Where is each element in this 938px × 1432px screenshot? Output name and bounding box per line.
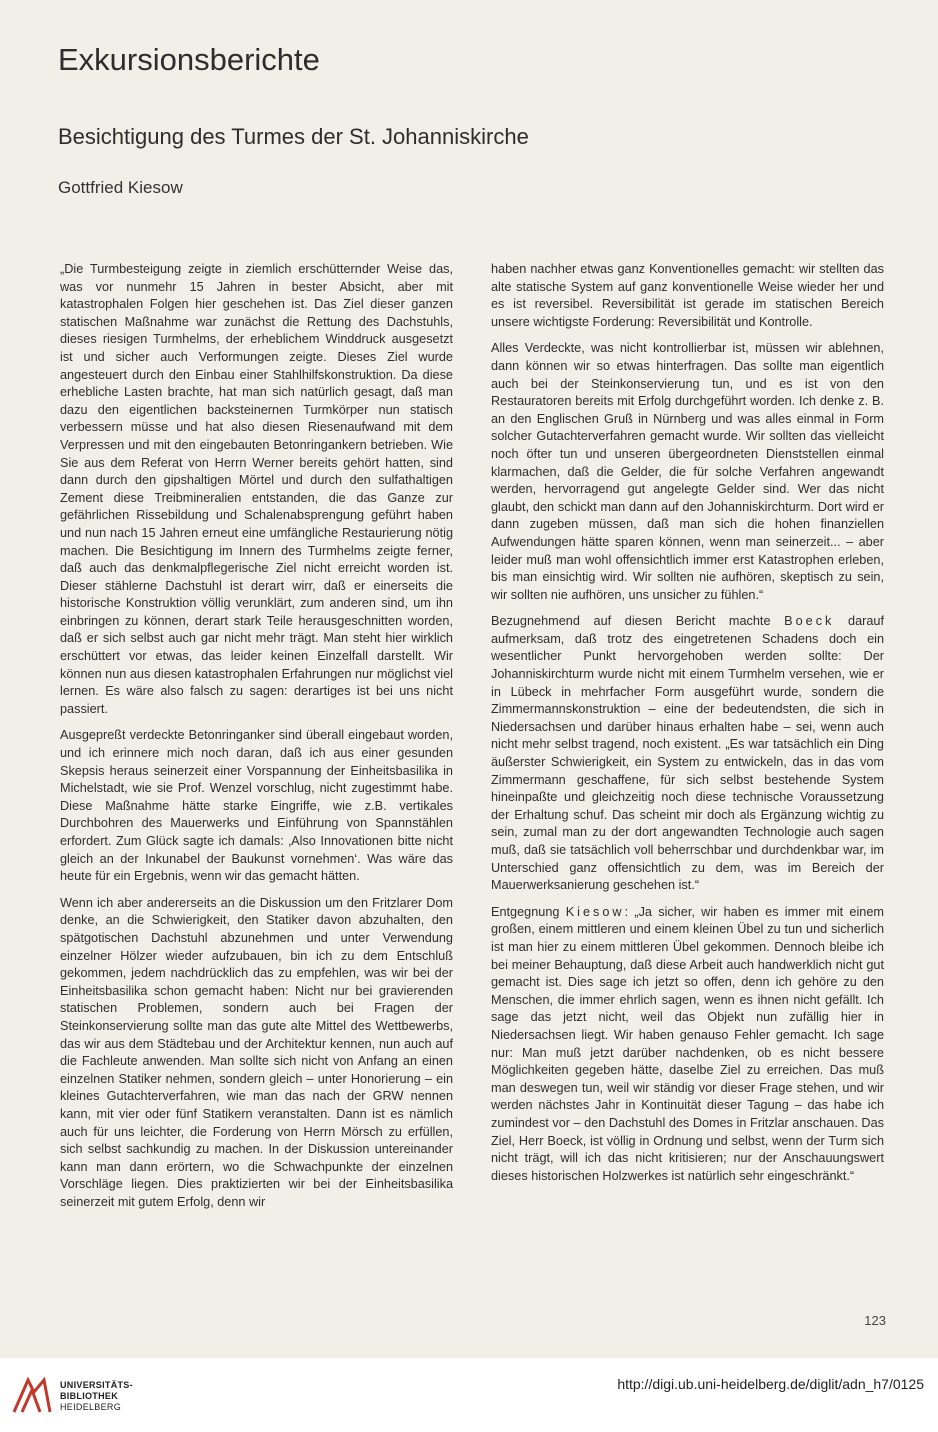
footer-bar [0,1358,938,1432]
right-column [491,261,884,1194]
left-column [60,261,453,1220]
paragraph [491,613,884,895]
speaker-name: Kiesow [565,904,625,919]
paragraph: haben nachher etwas ganz Konventionelles gemacht: wir stellten das alte statische System auf ganz konventionelle Weise wieder her und es ist reversibel. Reversibilität ist gerade im statischen Bereich unsere wichtigste Forderung: Reversibilität und Kontrolle. [491,262,884,329]
page-number: 123 [864,1313,886,1328]
paragraph-text: : „Ja sicher, wir haben es immer mit einem großen, einem mittleren und einem kleinen Übel zu tun und sicherlich ist man hier zu einem mittleren Übel gekommen. Dennoch bleibe ich bei meiner Behauptung, daß diese Arbeit auch handwerklich nicht gut gemacht ist. Dies sage ich jetzt so offen, denn ich gehöre zu den Menschen, die immer ehrlich sagen, wenn es ihnen nicht gefällt. Ich sage das jetzt nicht, weil das Objekt nun zufällig hier in Niedersachsen liegt. Wir haben genauso Fehler gemacht. Ich sage nur: Man muß jetzt darüber nachdenken, ob es nicht bessere Möglichkeiten gegeben hätte, daselbe Ziel zu erreichen. Das muß man deswegen tun, weil wir ständig vor dieser Frage stehen, und wir werden nächstes Jahr in Kontinuität dieser Tagung – das habe ich zumindest vor – den Dachstuhl des Domes in Fritzlar anschauen. Das Ziel, Herr Boeck, ist völlig in Ordnung und selbst, wenn der Turm sich nicht trägt, will ich das nicht kritisieren; nur der Anschauungswert dieses historischen Holzwerkes ist natürlich sehr eingeschränkt.“ [491,904,884,1183]
paragraph-text: Bezugnehmend auf diesen Bericht machte [491,614,785,629]
author-name: Gottfried Kiesow [58,178,183,197]
section-title: Exkursionsberichte [58,42,320,77]
library-name-line: UNIVERSITÄTS- [60,1380,133,1390]
paragraph-text: darauf aufmerksam, daß trotz des eingetretenen Schadens doch ein wesentlicher Punkt hervorgehoben werden sollte: Der Johanniskirchturm wurde nicht mit einem Turmhelm versehen, wie er in Lübeck in mehrfacher Form ausgeführt wurde, sondern die Zimmermannskonstruktion – eine der bedeutendsten, die sich in Niedersachsen und darüber hinaus erhalten habe – sei, wenn auch nicht mehr selbst tragend, noch existent. „Es war tatsächlich ein Ding äußerster Schwierigkeit, ein System zu entwickeln, das in das vom Zimmermann geschaffene, für sich selbst bestehende System hineinpaßte und gleichzeitig noch diese technische Voraussetzung der Erhaltung schuf. Das scheint mir doch als Ergänzung wichtig zu sein, zumal man zu der dort angewandten Technologie auch sagen muß, daß sie tatsächlich voll beherrschbar und durchdenkbar war, im Unterschied ganz offensichtlich zu dem, was im Bereich der Mauerwerksanierung geschehen ist.“ [491,614,885,893]
paragraph-text: Entgegnung [491,904,566,919]
library-logo-icon[interactable] [8,1372,56,1420]
library-name-line: HEIDELBERG [60,1402,122,1412]
library-name[interactable] [60,1380,133,1413]
paragraph: Alles Verdeckte, was nicht kontrollierbar ist, müssen wir ablehnen, dann können wir so etwas hinterfragen. Das sollte man eigentlich auch bei der Steinkonservierung tun, und es ist von den Restauratoren bereits mit Erfolg durchgeführt worden. Ich denke z. B. an den Englischen Gruß in Nürnberg und was alles einmal in Form solcher Gutachterverfahren gemacht wurde. Wir sollten das vielleicht noch öfter tun und unseren übergeordneten Dienststellen einmal klarmachen, daß die Gelder, die für solche Verfahren angewandt werden, hervorragend gut angelegte Gelder sind. Wer das nicht glaubt, den schickt man dann auf den Johanniskirchturm. Dort wird er dann zugeben müssen, daß man sich die hohen finanziellen Aufwendungen hätte sparen können, wenn man seinerzeit... – aber leider muß man wohl offensichtlich immer erst Katastrophen erleben, bis man einsichtig wird. Wir sollten nie aufhören, skeptisch zu sein, wir sollten nie aufhören, uns unsicher zu fühlen.“ [491,341,884,602]
speaker-name: Boeck [784,614,835,629]
paragraph: Wenn ich aber andererseits an die Diskussion um den Fritzlarer Dom denke, an die Schwierigkeit, den Statiker davon abzuhalten, den spätgotischen Dachstuhl abzunehmen und unter Verwendung einzelner Hölzer wieder aufzubauen, bin ich zu dem Entschluß gekommen, jedem nachdrücklich das zu empfehlen, was wir bei der Einheitsbasilika schon gemacht haben: Nicht nur bei gravierenden statischen Problemen, sondern auch bei Fragen der Steinkonservierung sollte man das gute alte Mittel des Wettbewerbs, das wir aus dem Städtebau und der Architektur kennen, nun auch auf die Fachleute anwenden. Man sollte sich nicht von Anfang an einen einzelnen Statiker nehmen, sondern gleich – unter Honorierung – ein kleines Gutachterverfahren, wie man das nach der GRW nennen kann, mit vier oder fünf Statikern veranstalten. Dann ist es nämlich auch für uns leichter, die Forderung von Herrn Mörsch zu erfüllen, sich selbst sachkundig zu machen. In der Diskussion untereinander kann man dann erörtern, wo die Schwachpunkte der einzelnen Vorschläge liegen. Dies praktizierten wir bei der Einheitsbasilika seinerzeit mit gutem Erfolg, denn wir [60,895,453,1209]
logo-mark [14,1380,50,1412]
paragraph [491,904,884,1186]
paragraph: „Die Turmbesteigung zeigte in ziemlich erschütternder Weise das, was vor nunmehr 15 Jahren in bester Absicht, aber mit katastrophalen Folgen hier geschehen ist. Das Ziel dieser ganzen statischen Maßnahme war zunächst die Rettung des Dachstuhls, dieses riesigen Turmhelms, der erheblichem Winddruck ausgesetzt ist und sicher auch Verformungen zeigte. Dieses Ziel wurde angesteuert durch den Einbau einer Stahlhilfskonstruktion. Da diese erhebliche Lasten brachte, hat man sich natürlich gesagt, daß man dazu den eigentlichen backsteinernen Turmkörper nun statisch verbessern müsse und hat also diesen Riesenaufwand mit dem Verpressen und mit den eingebauten Betonringankern betrieben. Wie Sie aus dem Referat von Herrn Werner bereits gehört hatten, sind dann durch den gipshaltigen Mörtel und durch den sulfathaltigen Zement diese Treibmineralien entstanden, die das Ganze zur gefährlichen Rissebildung und Schalenabsprengung geführt haben und nun nach 15 Jahren erneut eine umfängliche Restaurierung nötig machen. Die Besichtigung im Innern des Turmhelms zeigte ferner, daß auch das denkmalpflegerische Ziel nicht erreicht worden ist. Dieser stählerne Dachstuhl ist derart wirr, daß er einerseits die historische Konstruktion völlig verunklärt, zum anderen sind, um ihn einbringen zu können, derart stark Teile herausgeschnitten worden, daß er sich selbst auch gar nicht mehr trägt. Man steht hier wirklich erschüttert vor etwas, das leider keinen Einzelfall darstellt. Wir können nun aus diesen katastrophalen Erfahrungen nur möglichst viel lernen. Es wäre also falsch zu sagen: derartiges ist bei uns nicht passiert. [60,262,453,716]
article-title: Besichtigung des Turmes der St. Johanniskirche [58,124,529,149]
paragraph: Ausgepreßt verdeckte Betonringanker sind überall eingebaut worden, und ich erinnere mich noch daran, daß ich aus einer gesunden Skepsis heraus seinerzeit einer Vorspannung der Einheitsbasilika in Michelstadt, wie sie Prof. Wenzel vorschlug, nicht zugestimmt habe. Diese Maßnahme hätte starke Eingriffe, wie z.B. vertikales Durchbohren des Mauerwerks und Einführung von Spannstählen erfordert. Zum Glück sagte ich damals: ‚Also Innovationen bitte nicht gleich an der Inkunabel der Baukunst vornehmen‘. Was wäre das heute für ein Ergebnis, wenn wir das gemacht hätten. [60,728,453,884]
library-name-line: BIBLIOTHEK [60,1391,118,1401]
permalink-url[interactable]: http://digi.ub.uni-heidelberg.de/diglit/adn_h7/0125 [617,1376,924,1392]
